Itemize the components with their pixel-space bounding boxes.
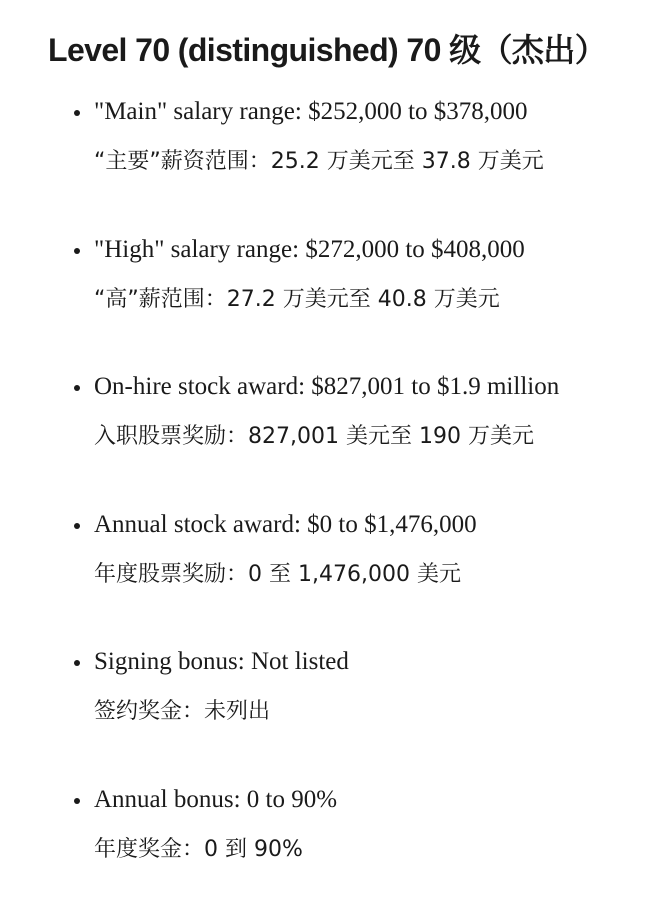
- page-title: Level 70 (distinguished) 70 级（杰出）: [48, 22, 606, 78]
- item-english-text: Annual stock award: $0 to $1,476,000: [94, 505, 477, 545]
- list-item-high-salary: [0, 230, 660, 368]
- bullet-icon: [74, 248, 80, 254]
- item-english-text: Annual bonus: 0 to 90%: [94, 780, 337, 820]
- item-english-text: On-hire stock award: $827,001 to $1.9 million: [94, 367, 559, 407]
- item-chinese-text: “高”薪范围：27.2 万美元至 40.8 万美元: [94, 282, 500, 318]
- item-english-text: Signing bonus: Not listed: [94, 642, 349, 682]
- item-english-text: "High" salary range: $272,000 to $408,000: [94, 230, 525, 270]
- item-chinese-text: 年度奖金：0 到 90%: [94, 832, 303, 868]
- bullet-icon: [74, 523, 80, 529]
- item-chinese-text: “主要”薪资范围：25.2 万美元至 37.8 万美元: [94, 144, 544, 180]
- list-item-signing-bonus: [0, 642, 660, 780]
- item-english-text: "Main" salary range: $252,000 to $378,000: [94, 92, 528, 132]
- item-chinese-text: 年度股票奖励：0 至 1,476,000 美元: [94, 557, 461, 593]
- list-item-annual-bonus: [0, 780, 660, 917]
- list-item-annual-stock: [0, 505, 660, 643]
- bullet-icon: [74, 798, 80, 804]
- bullet-icon: [74, 385, 80, 391]
- list-item-on-hire-stock: [0, 367, 660, 505]
- list-item-main-salary: [0, 92, 660, 230]
- item-chinese-text: 入职股票奖励：827,001 美元至 190 万美元: [94, 419, 534, 455]
- bullet-icon: [74, 660, 80, 666]
- item-chinese-text: 签约奖金：未列出: [94, 694, 270, 730]
- compensation-list: [0, 92, 660, 917]
- bullet-icon: [74, 110, 80, 116]
